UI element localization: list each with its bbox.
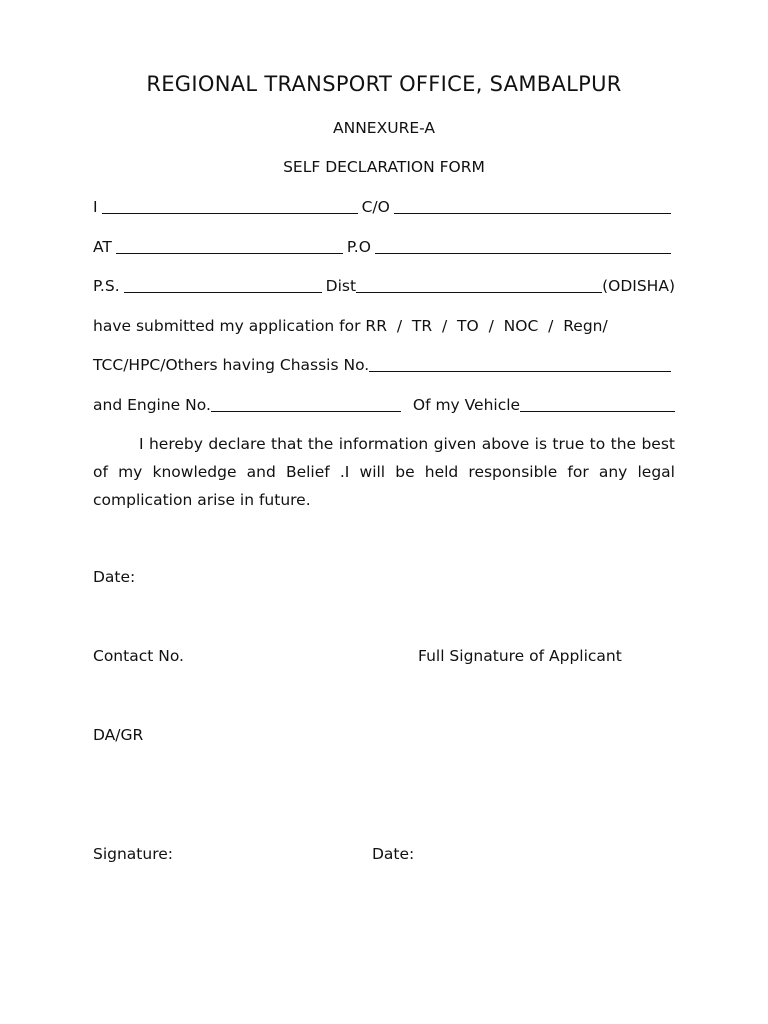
district-blank[interactable] [356,278,602,293]
chassis-row [93,356,675,374]
vehicle-label: Of my Vehicle [412,396,521,414]
signature-label: Signature: [93,845,173,863]
annexure-label: ANNEXURE-A [333,119,435,137]
district-row [93,277,675,295]
signature-date-label: Date: [372,845,415,863]
declaration-text: I hereby declare that the information given above is true to the best of my knowledge and Belief .I will be held responsible for any legal complication arise in future. [93,435,675,509]
state-label: (ODISHA) [602,277,675,295]
address-row [93,238,675,256]
engine-row [93,396,675,414]
at-blank[interactable] [116,239,343,254]
care-of-label: C/O [361,198,390,216]
post-office-blank[interactable] [375,239,671,254]
date-label: Date: [93,568,136,586]
at-label: AT [93,238,112,256]
chassis-blank[interactable] [369,357,671,372]
application-line: have submitted my application for RR / TR / TO / NOC / Regn/ [93,317,608,335]
form-title: SELF DECLARATION FORM [283,158,485,176]
engine-blank[interactable] [211,397,401,412]
care-of-blank[interactable] [394,199,671,214]
district-label: Dist [325,277,357,295]
post-office-label: P.O [346,238,371,256]
applicant-signature-label: Full Signature of Applicant [418,647,622,665]
dagr-label: DA/GR [93,726,144,744]
police-station-blank[interactable] [124,278,322,293]
vehicle-blank[interactable] [520,397,675,412]
name-label: I [93,198,98,216]
police-station-label: P.S. [93,277,120,295]
contact-label: Contact No. [93,647,184,665]
chassis-label: TCC/HPC/Others having Chassis No. [93,356,370,374]
engine-label: and Engine No. [93,396,211,414]
office-title: REGIONAL TRANSPORT OFFICE, SAMBALPUR [146,72,622,96]
name-blank[interactable] [102,199,358,214]
name-row [93,198,675,216]
